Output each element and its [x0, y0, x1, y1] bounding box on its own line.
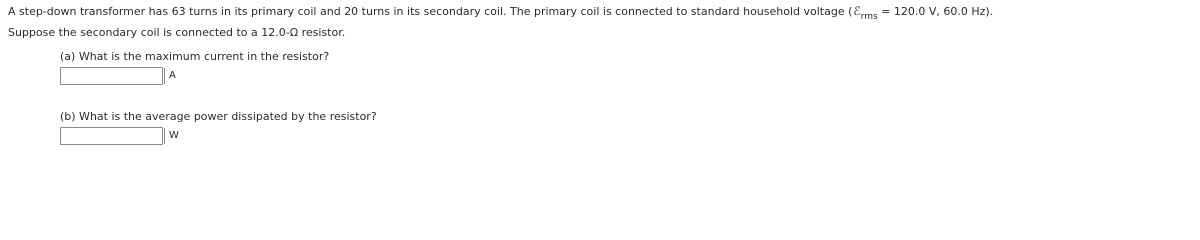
emf-value: = 120.0 V, 60.0 Hz). — [877, 5, 994, 18]
part-b-answer-row — [60, 127, 377, 145]
part-a-question: (a) What is the maximum current in the resistor? — [60, 50, 330, 63]
secondary-turns-value: 20 — [344, 5, 359, 18]
part-a-unit-label: A — [164, 68, 183, 84]
emf-subscript: rms — [860, 12, 878, 22]
part-b-unit-label: W — [164, 128, 183, 144]
part-b-answer-input[interactable] — [60, 127, 163, 145]
emf-symbol: ℰ — [853, 4, 861, 18]
problem-line-2: Suppose the secondary coil is connected to a 12.0-Ω resistor. — [8, 26, 346, 39]
part-b — [60, 108, 377, 145]
primary-turns-value: 63 — [171, 5, 186, 18]
part-a-answer-row — [60, 67, 329, 85]
part-a-answer-input[interactable] — [60, 67, 163, 85]
part-a — [60, 48, 329, 85]
part-b-question: (b) What is the average power dissipated by the resistor? — [60, 110, 377, 123]
problem-statement — [8, 2, 1193, 42]
problem-text: A step-down transformer has — [8, 5, 172, 18]
problem-text: turns in its secondary coil. The primary coil is connected to standard household voltage ( — [358, 5, 853, 18]
problem-line-1 — [8, 2, 1193, 23]
problem-text: turns in its primary coil and — [185, 5, 345, 18]
